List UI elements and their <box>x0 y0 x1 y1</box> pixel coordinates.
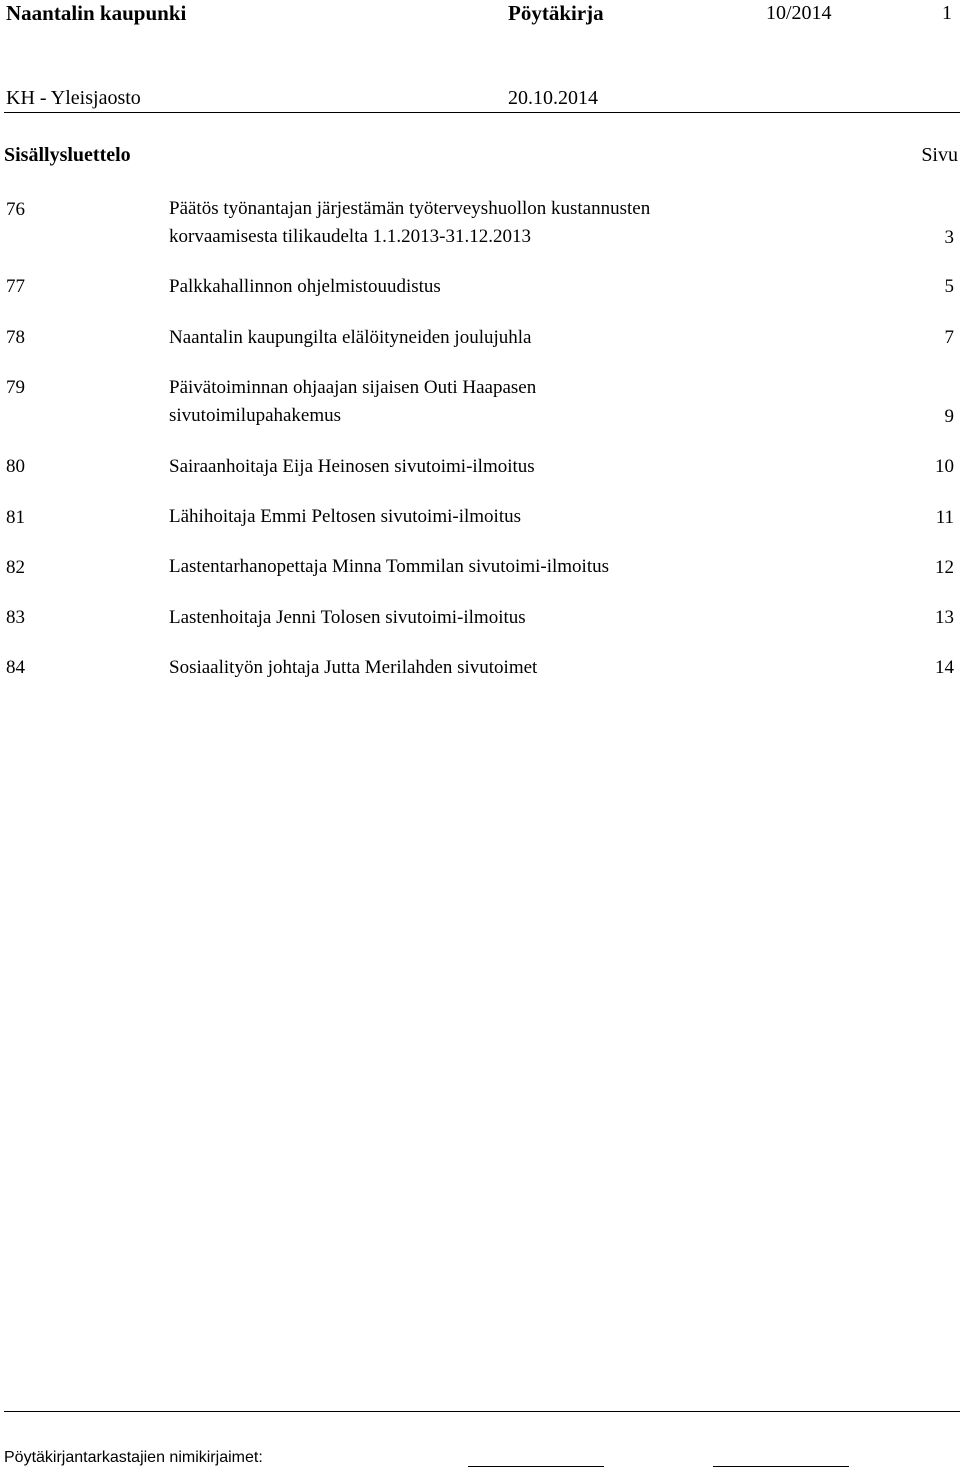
organization-name: Naantalin kaupunki <box>6 1 187 25</box>
toc-item-title-continued: korvaamisesta tilikaudelta 1.1.2013-31.12.2013 <box>169 226 531 247</box>
toc-item-number: 82 <box>6 557 25 578</box>
toc-item-page: 7 <box>944 327 954 348</box>
toc-page-heading: Sivu <box>921 144 958 166</box>
toc-heading: Sisällysluettelo <box>4 144 131 166</box>
toc-item-page: 3 <box>944 227 954 248</box>
toc-item-page: 12 <box>935 557 954 578</box>
toc-item-title: Lastentarhanopettaja Minna Tommilan sivutoimi-ilmoitus <box>169 556 609 577</box>
footer-divider <box>4 1411 960 1412</box>
toc-item-page: 9 <box>944 406 954 427</box>
signature-label: Pöytäkirjantarkastajien nimikirjaimet: <box>4 1449 263 1466</box>
toc-item-page: 13 <box>935 607 954 628</box>
toc-item-number: 78 <box>6 327 25 348</box>
toc-item-title: Naantalin kaupungilta elälöityneiden joulujuhla <box>169 327 532 348</box>
toc-item-number: 84 <box>6 657 25 678</box>
toc-item-number: 81 <box>6 507 25 528</box>
toc-item-page: 10 <box>935 456 954 477</box>
signature-line-2 <box>713 1466 849 1467</box>
toc-item-number: 83 <box>6 607 25 628</box>
toc-item-page: 11 <box>935 507 954 528</box>
toc-item-title: Palkkahallinnon ohjelmistouudistus <box>169 276 441 297</box>
toc-item-title: Lähihoitaja Emmi Peltosen sivutoimi-ilmoitus <box>169 506 522 527</box>
committee-name: KH - Yleisjaosto <box>6 87 141 109</box>
toc-item-page: 14 <box>935 657 954 678</box>
document-number: 10/2014 <box>766 2 832 24</box>
toc-item-number: 77 <box>6 276 25 297</box>
page-number: 1 <box>942 2 952 24</box>
toc-item-title: Sosiaalityön johtaja Jutta Merilahden sivutoimet <box>169 657 538 678</box>
document-type: Pöytäkirja <box>508 1 604 25</box>
toc-item-title: Lastenhoitaja Jenni Tolosen sivutoimi-ilmoitus <box>169 607 526 628</box>
toc-item-title: Päivätoiminnan ohjaajan sijaisen Outi Haapasen <box>169 377 537 398</box>
toc-item-title: Päätös työnantajan järjestämän työterveyshuollon kustannusten <box>169 198 651 219</box>
meeting-date: 20.10.2014 <box>508 87 598 109</box>
toc-item-number: 80 <box>6 456 25 477</box>
toc-item-title: Sairaanhoitaja Eija Heinosen sivutoimi-ilmoitus <box>169 456 535 477</box>
toc-item-number: 76 <box>6 199 25 220</box>
header-divider <box>4 112 960 113</box>
toc-item-title-continued: sivutoimilupahakemus <box>169 405 342 426</box>
toc-item-number: 79 <box>6 377 25 398</box>
toc-item-page: 5 <box>944 276 954 297</box>
signature-line-1 <box>468 1466 604 1467</box>
